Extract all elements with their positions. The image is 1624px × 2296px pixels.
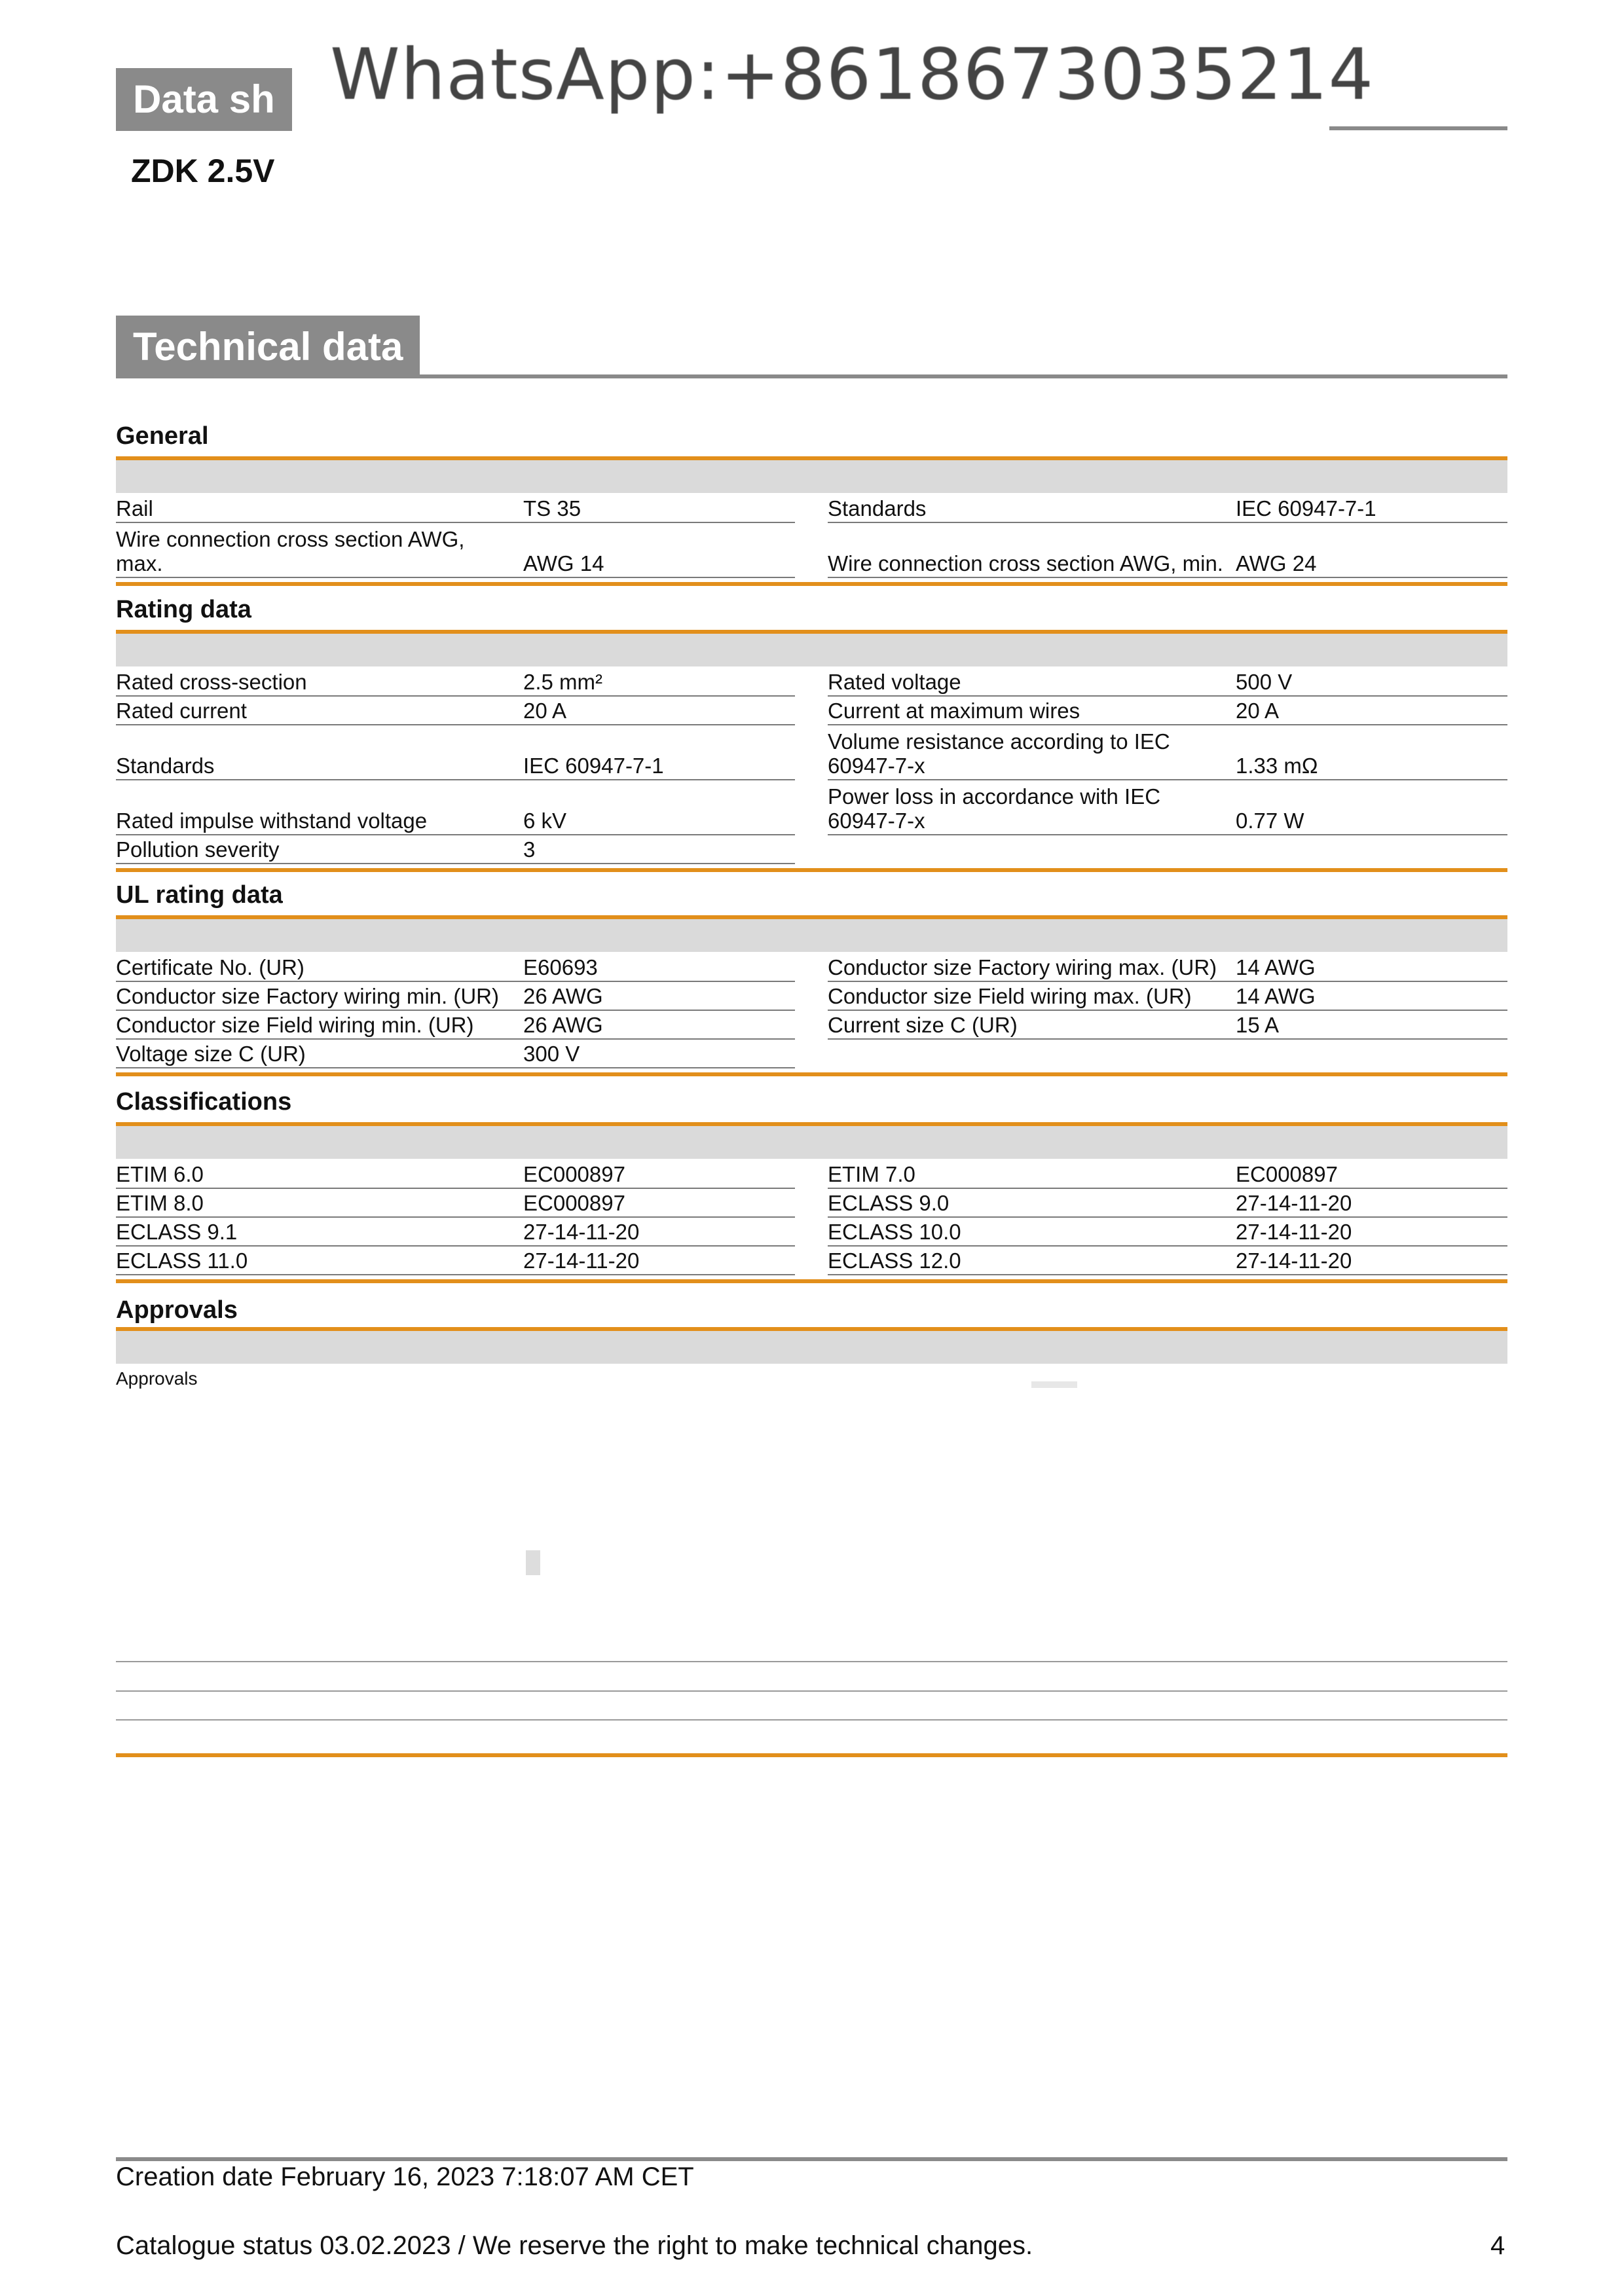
general-closing-rule: [116, 582, 1507, 586]
rating-v2-text: 1.33 mΩ: [1236, 754, 1318, 778]
general-l2-text: Wire connection cross section AWG, min.: [828, 551, 1223, 575]
classifications-row-2-value: [1236, 1218, 1507, 1244]
general-row-1-label: [828, 523, 1227, 575]
ul-l1-text: Conductor size Factory wiring min. (UR): [116, 984, 499, 1008]
rating-row-line-left: [116, 863, 795, 864]
classifications-l1-text: ETIM 6.0: [116, 1162, 204, 1186]
ul-v1-text: 26 AWG: [523, 1013, 603, 1037]
classifications-row-3-label: [116, 1247, 509, 1273]
classifications-row-3-value: [1236, 1247, 1507, 1273]
rating-v1-text: IEC 60947-7-1: [523, 754, 664, 778]
classifications-row-2-label: [116, 1218, 509, 1244]
classifications-l2-text: ECLASS 12.0: [828, 1248, 961, 1273]
rating-l2-text: Power loss in accordance with IEC 60947-7-x: [828, 784, 1161, 833]
approvals-grey-band: [116, 1331, 1507, 1364]
classifications-row-1-label: [828, 1189, 1227, 1215]
classifications-l2-text: ETIM 7.0: [828, 1162, 915, 1186]
classifications-grey-band: [116, 1126, 1507, 1159]
rating-row-2-label: [828, 725, 1227, 778]
ul-l1-text: Conductor size Field wiring min. (UR): [116, 1013, 474, 1037]
general-l1-text: Rail: [116, 496, 153, 520]
classifications-v2-text: 27-14-11-20: [1236, 1220, 1352, 1244]
rating-v2-text: 0.77 W: [1236, 809, 1304, 833]
classifications-v1-text: EC000897: [523, 1162, 625, 1186]
tech-data-title: Technical data: [116, 316, 420, 378]
classifications-l2-text: ECLASS 9.0: [828, 1191, 950, 1215]
classifications-row-0-value: [523, 1160, 795, 1186]
ul-l2-text: Current size C (UR): [828, 1013, 1018, 1037]
rating-v2-text: 20 A: [1236, 699, 1280, 723]
ul-l2-text: Conductor size Field wiring max. (UR): [828, 984, 1192, 1008]
classifications-row-2-value: [523, 1218, 795, 1244]
ul-row-0-label: [828, 953, 1227, 979]
ul-row-0-value: [523, 953, 795, 979]
faint-mark: [1031, 1381, 1077, 1388]
general-v1-text: TS 35: [523, 496, 581, 520]
rating-l2-text: Current at maximum wires: [828, 699, 1080, 723]
rating-l2-text: Volume resistance according to IEC 60947-7-x: [828, 729, 1170, 778]
classifications-row-0-label: [116, 1160, 509, 1186]
ul-row-1-value: [1236, 982, 1507, 1008]
ul-v1-text: 300 V: [523, 1042, 580, 1066]
general-v1-text: AWG 14: [523, 551, 604, 575]
watermark-text: WhatsApp:+8618673035214: [296, 0, 1328, 131]
general-grey-band: [116, 460, 1507, 493]
ul-row-1-label: [828, 982, 1227, 1008]
rating-v1-text: 2.5 mm²: [523, 670, 603, 694]
rating-v2-text: 500 V: [1236, 670, 1293, 694]
rating-row-3-label: [116, 780, 509, 833]
general-row-line-right: [828, 577, 1507, 578]
classifications-row-2-label: [828, 1218, 1227, 1244]
faint-rule-2: [116, 1690, 1507, 1692]
general-row-1-value: [523, 523, 795, 575]
ul-v1-text: 26 AWG: [523, 984, 603, 1008]
classifications-l1-text: ECLASS 9.1: [116, 1220, 238, 1244]
classifications-row-1-value: [1236, 1189, 1507, 1215]
general-row-0-value: [1236, 494, 1507, 520]
ul-l1-text: Voltage size C (UR): [116, 1042, 306, 1066]
classifications-row-3-label: [828, 1247, 1227, 1273]
classifications-closing-rule: [116, 1279, 1507, 1283]
ul-l2-text: Conductor size Factory wiring max. (UR): [828, 955, 1217, 979]
rating-row-line-right: [828, 834, 1507, 835]
rating-row-1-label: [828, 697, 1227, 723]
classifications-row-0-label: [828, 1160, 1227, 1186]
ul-v2-text: 14 AWG: [1236, 955, 1316, 979]
ul-row-1-value: [523, 982, 795, 1008]
rating-row-4-value: [523, 835, 795, 862]
faint-orange-rule: [116, 1753, 1507, 1757]
ul-row-2-value: [523, 1011, 795, 1037]
ul-row-3-value: [523, 1040, 795, 1066]
rating-closing-rule: [116, 868, 1507, 872]
rating-row-3-value: [523, 780, 795, 833]
classifications-v1-text: EC000897: [523, 1191, 625, 1215]
section-title-approvals: Approvals: [116, 1296, 238, 1324]
classifications-row-1-value: [523, 1189, 795, 1215]
general-row-line-left: [116, 577, 795, 578]
classifications-v2-text: 27-14-11-20: [1236, 1191, 1352, 1215]
ul-l1-text: Certificate No. (UR): [116, 955, 304, 979]
faint-rule-1: [116, 1661, 1507, 1662]
rating-l1-text: Rated impulse withstand voltage: [116, 809, 428, 833]
rating-row-0-label: [116, 668, 509, 694]
rating-row-3-label: [828, 780, 1227, 833]
ul-v2-text: 14 AWG: [1236, 984, 1316, 1008]
ul-closing-rule: [116, 1072, 1507, 1076]
rating-l1-text: Standards: [116, 754, 215, 778]
general-v2-text: AWG 24: [1236, 551, 1317, 575]
rating-l2-text: Rated voltage: [828, 670, 961, 694]
ul-row-0-value: [1236, 953, 1507, 979]
general-row-0-label: [828, 494, 1227, 520]
general-l2-text: Standards: [828, 496, 927, 520]
ul-grey-band: [116, 919, 1507, 952]
general-v2-text: IEC 60947-7-1: [1236, 496, 1376, 520]
ul-v2-text: 15 A: [1236, 1013, 1280, 1037]
rating-row-4-label: [116, 835, 509, 862]
creation-date: Creation date February 16, 2023 7:18:07 AM CET: [116, 2162, 694, 2191]
rating-row-2-label: [116, 725, 509, 778]
classifications-v2-text: EC000897: [1236, 1162, 1338, 1186]
approvals-label: Approvals: [116, 1368, 198, 1389]
classifications-row-3-value: [523, 1247, 795, 1273]
rating-l1-text: Pollution severity: [116, 837, 280, 862]
ul-row-2-label: [116, 1011, 509, 1037]
classifications-v1-text: 27-14-11-20: [523, 1248, 640, 1273]
general-l1-text: Wire connection cross section AWG, max.: [116, 527, 465, 575]
classifications-row-0-value: [1236, 1160, 1507, 1186]
classifications-v2-text: 27-14-11-20: [1236, 1248, 1352, 1273]
rating-row-0-label: [828, 668, 1227, 694]
rating-v1-text: 20 A: [523, 699, 567, 723]
rating-row-0-value: [523, 668, 795, 694]
faint-rule-3: [116, 1719, 1507, 1721]
ul-row-line-right: [828, 1038, 1507, 1040]
rating-row-3-value: [1236, 780, 1507, 833]
tech-data-rule: [116, 374, 1507, 378]
classifications-row-1-label: [116, 1189, 509, 1215]
classifications-l1-text: ECLASS 11.0: [116, 1248, 248, 1273]
rating-l1-text: Rated current: [116, 699, 247, 723]
faint-mark-2: [526, 1550, 540, 1575]
rating-row-2-value: [523, 725, 795, 778]
product-name: ZDK 2.5V: [131, 153, 275, 189]
doc-title: Data sh: [116, 68, 292, 131]
rating-row-1-label: [116, 697, 509, 723]
footer-rule: [116, 2157, 1507, 2161]
rating-row-2-value: [1236, 725, 1507, 778]
classifications-l2-text: ECLASS 10.0: [828, 1220, 961, 1244]
ul-row-2-label: [828, 1011, 1227, 1037]
section-title-rating: Rating data: [116, 596, 251, 623]
rating-grey-band: [116, 634, 1507, 666]
rating-v1-text: 3: [523, 837, 536, 862]
ul-row-1-label: [116, 982, 509, 1008]
catalogue-status: Catalogue status 03.02.2023 / We reserve the right to make technical changes.: [116, 2231, 1033, 2260]
page-number: 4: [1490, 2231, 1505, 2260]
rating-row-1-value: [1236, 697, 1507, 723]
section-title-ul: UL rating data: [116, 881, 283, 909]
general-row-0-value: [523, 494, 795, 520]
ul-v1-text: E60693: [523, 955, 598, 979]
section-title-general: General: [116, 422, 209, 450]
rating-row-1-value: [523, 697, 795, 723]
ul-row-2-value: [1236, 1011, 1507, 1037]
classifications-row-line-right: [828, 1274, 1507, 1275]
ul-row-3-label: [116, 1040, 509, 1066]
section-title-classifications: Classifications: [116, 1088, 292, 1116]
rating-row-0-value: [1236, 668, 1507, 694]
classifications-v1-text: 27-14-11-20: [523, 1220, 640, 1244]
general-row-1-value: [1236, 523, 1507, 575]
rating-v1-text: 6 kV: [523, 809, 567, 833]
classifications-l1-text: ETIM 8.0: [116, 1191, 204, 1215]
classifications-row-line-left: [116, 1274, 795, 1275]
general-row-0-label: [116, 494, 509, 520]
general-row-1-label: [116, 523, 509, 575]
rating-l1-text: Rated cross-section: [116, 670, 307, 694]
ul-row-0-label: [116, 953, 509, 979]
ul-row-line-left: [116, 1067, 795, 1068]
